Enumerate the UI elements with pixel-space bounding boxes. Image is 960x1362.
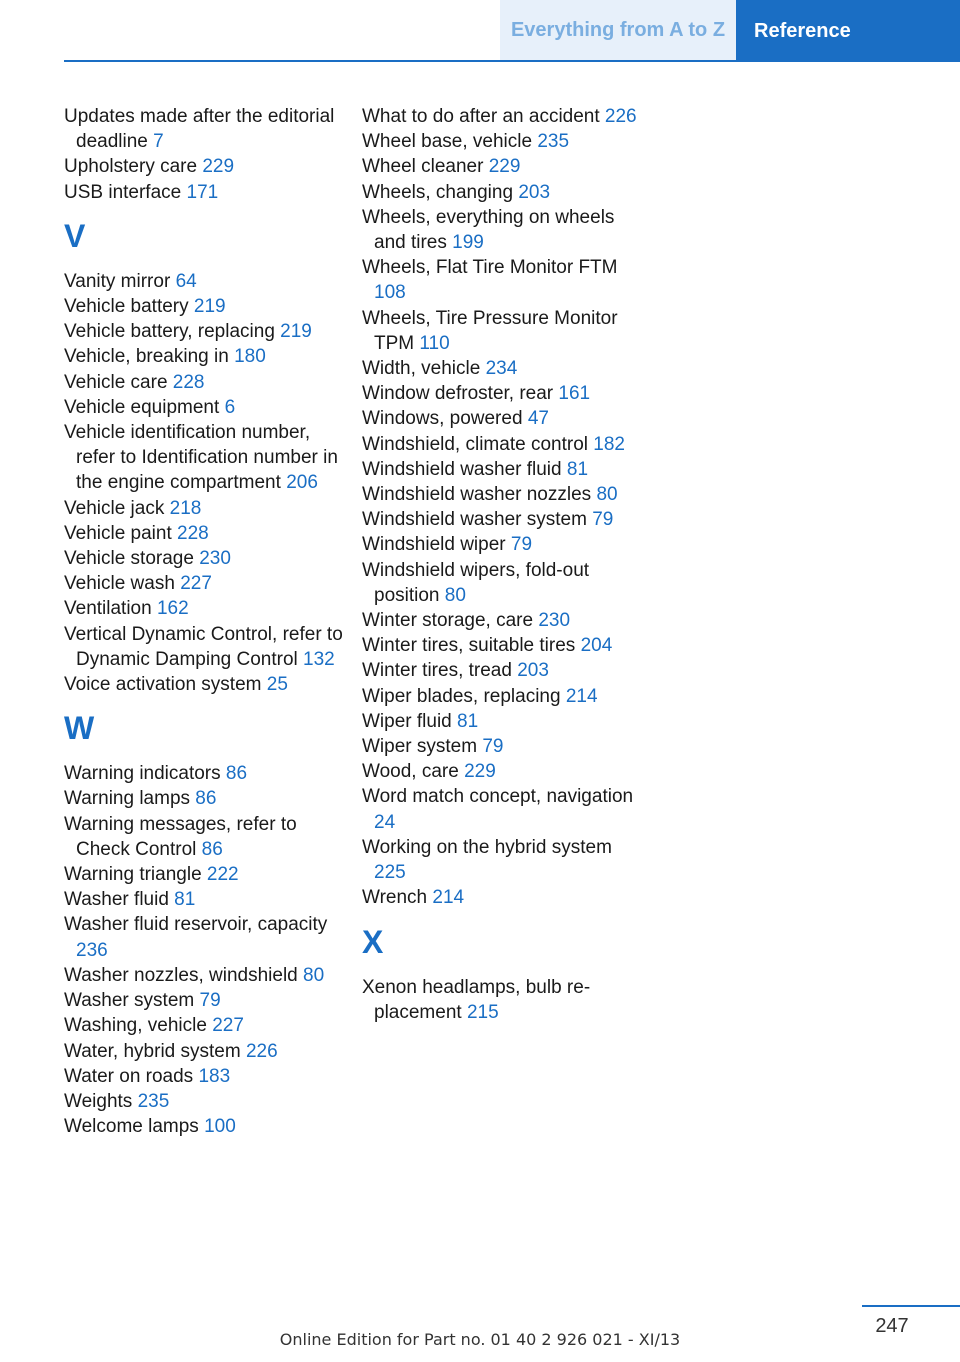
index-entry — [64, 1064, 344, 1089]
index-entry-text: Ventilation — [64, 598, 152, 620]
index-page-link[interactable]: 229 — [488, 156, 521, 178]
index-entry — [64, 963, 344, 988]
index-page-link[interactable]: 64 — [175, 270, 197, 292]
index-page-link[interactable]: 206 — [286, 472, 318, 494]
index-entry-text: Vehicle jack — [64, 497, 165, 519]
index-page-link[interactable]: 132 — [303, 648, 335, 670]
index-entry — [362, 457, 642, 482]
index-entry-text: Voice activation system — [64, 674, 262, 696]
index-entry — [64, 672, 344, 697]
index-page-link[interactable]: 235 — [137, 1090, 170, 1112]
index-letter-heading: W — [64, 710, 95, 747]
index-entry-text: Warning triangle — [64, 864, 202, 886]
index-entry-text: Warning messages, refer to Check Control — [64, 813, 297, 860]
index-entry — [362, 180, 642, 205]
index-entry — [64, 344, 344, 369]
index-entry — [64, 912, 344, 962]
index-entry-text: What to do after an accident — [362, 106, 600, 127]
index-entry — [64, 395, 344, 420]
index-page-link[interactable]: 225 — [374, 862, 406, 884]
index-page-link[interactable]: 86 — [225, 763, 248, 785]
index-entry — [64, 1114, 344, 1139]
index-entry — [362, 975, 642, 1025]
index-page-link[interactable]: 79 — [592, 509, 614, 531]
index-entry-text: Windshield, climate control — [362, 433, 588, 455]
index-entry-text: Wiper fluid — [362, 710, 452, 732]
index-entry-text: Washer system — [64, 990, 195, 1012]
index-entry-text: Vehicle battery, replacing — [64, 321, 275, 343]
index-entry — [362, 784, 642, 834]
index-entry — [362, 432, 642, 457]
index-entry — [64, 521, 344, 546]
index-entry-text: Windshield washer fluid — [362, 458, 562, 480]
index-page-link[interactable]: 81 — [566, 458, 589, 480]
index-entry — [64, 1039, 344, 1064]
index-entry-text: Upholstery care — [64, 156, 198, 178]
index-entry — [64, 294, 344, 319]
index-page-link[interactable]: 47 — [527, 408, 549, 430]
index-entry-text: Washer fluid — [64, 889, 169, 911]
index-page-link[interactable]: 228 — [172, 371, 205, 393]
index-entry — [362, 734, 642, 759]
index-page-link[interactable]: 25 — [266, 674, 288, 696]
index-entry — [64, 571, 344, 596]
index-entry-text: Vehicle storage — [64, 548, 194, 570]
index-entry-text: Windows, powered — [362, 408, 523, 430]
index-entry-text: Wheels, Flat Tire Monitor FTM — [362, 257, 618, 279]
index-page-link[interactable]: 81 — [457, 710, 479, 732]
index-entry — [362, 633, 642, 658]
index-page-link[interactable]: 236 — [76, 939, 108, 961]
index-entry-text: Wheels, Tire Pressure Monitor TPM — [362, 307, 618, 354]
index-column-left — [64, 104, 344, 1139]
index-letter-heading: V — [64, 217, 86, 254]
index-page-link[interactable]: 183 — [198, 1065, 231, 1087]
index-entry — [362, 205, 642, 255]
index-entry-text: Washer nozzles, windshield — [64, 964, 298, 986]
index-entry — [362, 507, 642, 532]
index-entry-text: Window defroster, rear — [362, 383, 554, 405]
index-entry-text: Warning indicators — [64, 763, 221, 785]
index-entry-text: Width, vehicle — [362, 358, 481, 380]
index-entry-text: Vehicle, breaking in — [64, 346, 229, 368]
index-page-link[interactable]: 100 — [204, 1116, 236, 1138]
index-page-link[interactable]: 79 — [510, 534, 533, 556]
index-page-link[interactable]: 226 — [604, 106, 637, 127]
index-page-link[interactable]: 226 — [245, 1040, 278, 1062]
index-entry — [64, 370, 344, 395]
index-entry-text: Windshield washer nozzles — [362, 484, 592, 506]
index-page-link[interactable]: 222 — [206, 864, 239, 886]
index-entry-text: Working on the hybrid system — [362, 836, 612, 858]
index-page-link[interactable]: 215 — [466, 1001, 499, 1023]
index-page-link[interactable]: 204 — [580, 635, 613, 657]
index-page-link[interactable]: 79 — [199, 990, 221, 1012]
index-page-link[interactable]: 108 — [374, 282, 406, 304]
index-entry — [362, 255, 642, 305]
index-page-link[interactable]: 86 — [195, 788, 217, 810]
index-entry-text: Wheel cleaner — [362, 156, 484, 178]
index-entry — [362, 558, 642, 608]
index-entry-text: Winter tires, suitable tires — [362, 635, 576, 657]
index-entry — [64, 1013, 344, 1038]
header-divider — [64, 60, 960, 62]
index-entry-text: Vertical Dynamic Control, refer to Dynamic Damping Control — [64, 623, 343, 670]
index-entry-text: Windshield wiper — [362, 534, 506, 556]
index-entry-text: Wheel base, vehicle — [362, 131, 533, 153]
index-page-link[interactable]: 229 — [464, 761, 496, 783]
index-entry — [64, 496, 344, 521]
index-entry-text: Vehicle wash — [64, 573, 175, 595]
index-page-link[interactable]: 219 — [193, 296, 226, 318]
index-page-link[interactable]: 219 — [280, 321, 312, 343]
index-entry — [362, 532, 642, 557]
index-page-link[interactable]: 227 — [180, 573, 212, 595]
page-number-divider — [862, 1305, 960, 1307]
index-page-link[interactable]: 214 — [565, 685, 598, 707]
index-page-link[interactable]: 199 — [452, 232, 484, 254]
page-number: 247 — [875, 1315, 909, 1337]
index-entry — [64, 154, 344, 179]
index-page-link[interactable]: 162 — [156, 598, 189, 620]
index-entry-text: Windshield washer system — [362, 509, 587, 531]
index-entry-text: Vehicle equipment — [64, 396, 220, 418]
index-page-link[interactable]: 171 — [186, 181, 219, 203]
index-page-link[interactable]: 7 — [153, 131, 164, 153]
index-entry-text: Updates made after the editorial deadline — [64, 106, 335, 153]
index-page-link[interactable]: 180 — [234, 346, 266, 368]
index-entry-text: USB interface — [64, 181, 182, 203]
index-entry — [362, 406, 642, 431]
index-entry — [362, 885, 642, 910]
index-entry-text: Washer fluid reservoir, capacity — [64, 914, 328, 936]
index-page-link[interactable]: 230 — [538, 610, 571, 632]
index-letter-heading: X — [362, 923, 384, 960]
index-page-link[interactable]: 230 — [199, 548, 231, 570]
index-entry — [64, 596, 344, 621]
index-page-link[interactable]: 235 — [537, 131, 570, 153]
index-entry-text: Vehicle paint — [64, 522, 172, 544]
index-entry — [362, 658, 642, 683]
index-entry — [64, 786, 344, 811]
index-entry-text: Wiper blades, replacing — [362, 685, 561, 707]
index-entry-text: Xenon headlamps, bulb replacement — [362, 976, 591, 1023]
index-page-link[interactable]: 86 — [201, 838, 223, 860]
header-section-title: Everything from A to Z — [500, 0, 736, 60]
index-entry-text: Vehicle care — [64, 371, 168, 393]
index-entry — [64, 319, 344, 344]
index-entry-text: Vehicle battery — [64, 296, 189, 318]
index-entry — [362, 684, 642, 709]
footer-edition-note: Online Edition for Part no. 01 40 2 926 021 - XI/13 — [279, 1330, 681, 1349]
index-entry — [64, 180, 344, 205]
index-entry — [64, 887, 344, 912]
index-page-link[interactable]: 24 — [374, 811, 396, 833]
index-entry-text: Winter tires, tread — [362, 660, 512, 682]
index-entry-text: Warning lamps — [64, 788, 191, 810]
index-entry — [64, 1089, 344, 1114]
index-entry — [362, 104, 642, 129]
index-entry-text: Vanity mirror — [64, 270, 171, 292]
index-entry-text: Windshield wipers, fold-out position — [362, 559, 590, 606]
index-entry — [362, 482, 642, 507]
index-page-link[interactable]: 161 — [558, 383, 591, 405]
index-entry — [64, 761, 344, 786]
index-page-link[interactable]: 218 — [169, 497, 202, 519]
index-page-link[interactable]: 203 — [517, 660, 549, 682]
index-entry — [64, 812, 344, 862]
index-entry-text: Wrench — [362, 887, 428, 909]
index-entry — [362, 154, 642, 179]
index-page-link[interactable]: 234 — [485, 358, 518, 380]
index-entry — [362, 709, 642, 734]
index-entry-text: Welcome lamps — [64, 1116, 199, 1138]
index-entry-text: Weights — [64, 1090, 133, 1112]
index-entry-text: Water, hybrid system — [64, 1040, 241, 1062]
index-entry-text: Washing, vehicle — [64, 1015, 207, 1037]
index-entry — [362, 381, 642, 406]
index-entry — [64, 420, 344, 496]
index-entry-text: Wheels, changing — [362, 181, 514, 203]
index-entry — [64, 622, 344, 672]
index-entry-text: Wood, care — [362, 761, 459, 783]
index-page-link[interactable]: 79 — [482, 736, 504, 758]
index-entry — [362, 129, 642, 154]
index-page-link[interactable]: 80 — [596, 484, 618, 506]
index-entry-text: Water on roads — [64, 1065, 194, 1087]
index-entry — [362, 608, 642, 633]
index-column-right — [362, 104, 642, 1025]
index-page-link[interactable]: 227 — [212, 1015, 244, 1037]
index-entry — [362, 306, 642, 356]
index-entry — [64, 862, 344, 887]
index-entry-text: Winter storage, care — [362, 610, 534, 632]
index-page-link[interactable]: 80 — [444, 584, 466, 606]
index-page-link[interactable]: 6 — [224, 396, 236, 418]
index-page-link[interactable]: 228 — [177, 522, 209, 544]
index-entry-text: Wheels, everything on wheels and tires — [362, 206, 615, 254]
index-page-link[interactable]: 182 — [593, 433, 625, 455]
index-entry — [362, 835, 642, 885]
index-entry — [362, 759, 642, 784]
index-entry — [64, 546, 344, 571]
index-page-link[interactable]: 81 — [174, 889, 196, 911]
index-entry-text: Vehicle identification number, refer to Identification number in the engine compartment — [64, 422, 338, 494]
index-entry-text: Wiper system — [362, 736, 478, 758]
index-page-link[interactable]: 80 — [303, 964, 325, 986]
index-entry-text: Word match concept, navigation — [362, 786, 634, 808]
index-page-link[interactable]: 110 — [419, 332, 450, 354]
index-entry — [64, 104, 344, 154]
index-entry — [362, 356, 642, 381]
index-page-link[interactable]: 203 — [518, 181, 551, 203]
index-page-link[interactable]: 229 — [202, 156, 235, 178]
index-page-link[interactable]: 214 — [432, 887, 465, 909]
header-chapter-tab: Reference — [736, 0, 960, 62]
index-entry — [64, 988, 344, 1013]
index-entry — [64, 269, 344, 294]
